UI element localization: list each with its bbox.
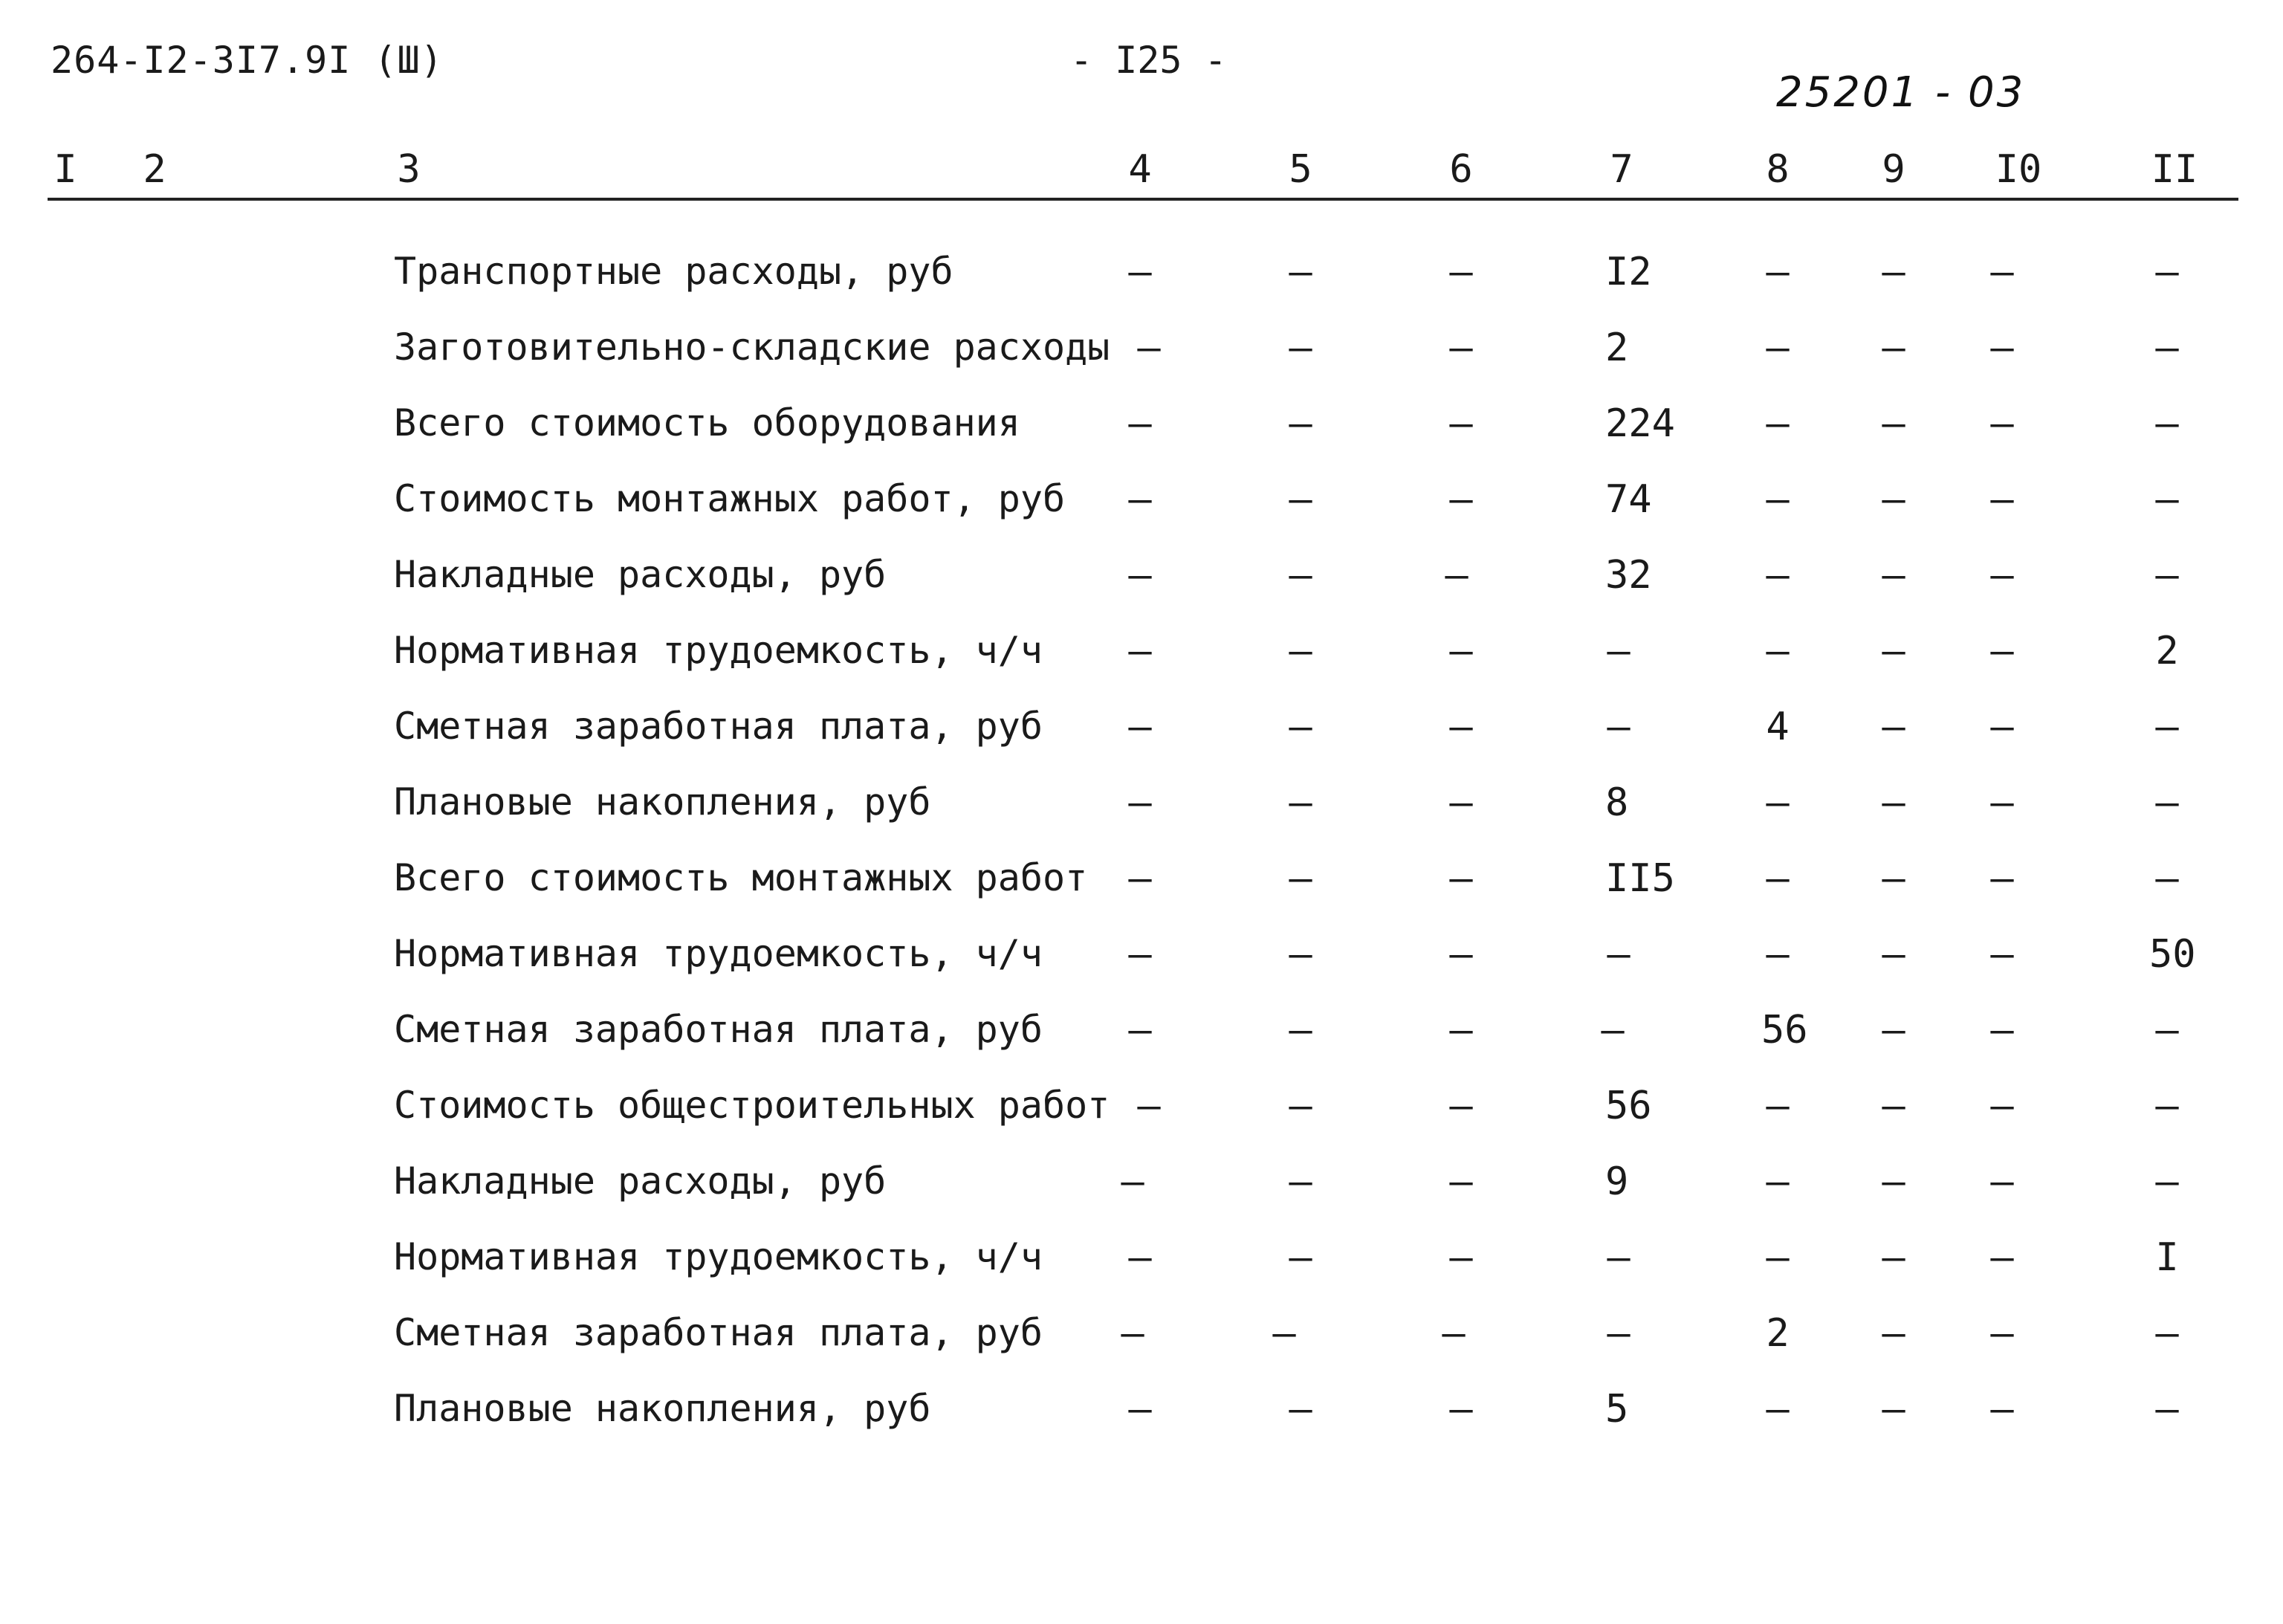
col-header-9: 9 — [1882, 147, 1905, 192]
table-row — [0, 553, 2283, 612]
header-divider — [48, 198, 2238, 201]
table-row — [0, 401, 2283, 461]
cell-col-10: – — [1990, 553, 2014, 598]
cell-col-4: – — [1128, 553, 1152, 598]
cell-col-9: – — [1882, 1084, 1905, 1128]
cell-col-7: 32 — [1605, 553, 1652, 598]
row-label: Заготовительно-складские расходы — [394, 326, 1110, 369]
cell-col-8: – — [1766, 1159, 1790, 1204]
row-label: Нормативная трудоемкость, ч/ч — [394, 1235, 1043, 1278]
cell-col-10: – — [1990, 629, 2014, 673]
cell-col-10: – — [1990, 1387, 2014, 1431]
cell-col-4: – — [1121, 1311, 1144, 1356]
cell-col-6: – — [1449, 1159, 1473, 1204]
row-label: Всего стоимость монтажных работ — [394, 856, 1088, 899]
cell-col-4: – — [1137, 326, 1161, 370]
cell-col-8: 56 — [1761, 1008, 1808, 1052]
cell-col-9: – — [1882, 780, 1905, 825]
table-row — [0, 1235, 2283, 1295]
cell-col-6: – — [1449, 1008, 1473, 1052]
cell-col-4: – — [1128, 705, 1152, 749]
cell-col-5: – — [1289, 250, 1312, 294]
cell-col-8: – — [1766, 1387, 1790, 1431]
col-header-4: 4 — [1128, 147, 1152, 192]
cell-col-9: – — [1882, 1387, 1905, 1431]
cell-col-11: – — [2155, 326, 2179, 370]
cell-col-9: – — [1882, 856, 1905, 901]
cell-col-10: – — [1990, 401, 2014, 446]
cell-col-6: – — [1449, 401, 1473, 446]
cell-col-7: – — [1607, 629, 1631, 673]
row-label: Сметная заработная плата, руб — [394, 1008, 1043, 1051]
cell-col-11: I — [2155, 1235, 2179, 1280]
cell-col-5: – — [1289, 553, 1312, 598]
table-row — [0, 477, 2283, 537]
cell-col-5: – — [1289, 705, 1312, 749]
cell-col-7: – — [1607, 705, 1631, 749]
col-header-3: 3 — [397, 147, 421, 192]
row-label: Плановые накопления, руб — [394, 1387, 931, 1430]
cell-col-8: – — [1766, 932, 1790, 977]
table-row — [0, 932, 2283, 991]
cell-col-5: – — [1289, 1235, 1312, 1280]
cell-col-8: – — [1766, 553, 1790, 598]
cell-col-7: – — [1607, 932, 1631, 977]
cell-col-7: – — [1607, 1311, 1631, 1356]
cell-col-9: – — [1882, 250, 1905, 294]
document-code: 264-I2-3I7.9I (Ш) — [51, 39, 444, 82]
cell-col-5: – — [1289, 856, 1312, 901]
cell-col-7: 56 — [1605, 1084, 1652, 1128]
row-label: Нормативная трудоемкость, ч/ч — [394, 629, 1043, 672]
cell-col-10: – — [1990, 780, 2014, 825]
col-header-6: 6 — [1449, 147, 1473, 192]
cell-col-10: – — [1990, 1159, 2014, 1204]
table-row — [0, 705, 2283, 764]
col-header-8: 8 — [1766, 147, 1790, 192]
cell-col-11: – — [2155, 401, 2179, 446]
cell-col-8: – — [1766, 629, 1790, 673]
cell-col-7: I2 — [1605, 250, 1652, 294]
cell-col-6: – — [1449, 1084, 1473, 1128]
cell-col-10: – — [1990, 856, 2014, 901]
cell-col-4: – — [1128, 1387, 1152, 1431]
cell-col-8: 2 — [1766, 1311, 1790, 1356]
cell-col-11: – — [2155, 1084, 2179, 1128]
col-header-11: II — [2151, 147, 2198, 192]
cell-col-4: – — [1128, 932, 1152, 977]
cell-col-9: – — [1882, 477, 1905, 522]
cell-col-5: – — [1289, 326, 1312, 370]
cell-col-7: 9 — [1605, 1159, 1629, 1204]
cell-col-4: – — [1128, 856, 1152, 901]
cell-col-5: – — [1289, 1008, 1312, 1052]
cell-col-10: – — [1990, 1235, 2014, 1280]
cell-col-5: – — [1289, 932, 1312, 977]
cell-col-9: – — [1882, 326, 1905, 370]
row-label: Сметная заработная плата, руб — [394, 1311, 1043, 1354]
page-number: - I25 - — [1070, 39, 1227, 82]
cell-col-5: – — [1289, 1387, 1312, 1431]
cell-col-6: – — [1449, 705, 1473, 749]
col-header-2: 2 — [143, 147, 166, 192]
cell-col-8: 4 — [1766, 705, 1790, 749]
cell-col-6: – — [1449, 629, 1473, 673]
cell-col-5: – — [1272, 1311, 1296, 1356]
cell-col-9: – — [1882, 1311, 1905, 1356]
cell-col-6: – — [1449, 1387, 1473, 1431]
cell-col-7: 5 — [1605, 1387, 1629, 1431]
table-row — [0, 1387, 2283, 1446]
cell-col-6: – — [1449, 250, 1473, 294]
cell-col-10: – — [1990, 1008, 2014, 1052]
table-row — [0, 250, 2283, 309]
cell-col-5: – — [1289, 629, 1312, 673]
cell-col-10: – — [1990, 1311, 2014, 1356]
table-row — [0, 856, 2283, 916]
cell-col-6: – — [1442, 1311, 1466, 1356]
cell-col-5: – — [1289, 401, 1312, 446]
cell-col-10: – — [1990, 1084, 2014, 1128]
cell-col-5: – — [1289, 477, 1312, 522]
cell-col-7: II5 — [1605, 856, 1675, 901]
cell-col-9: – — [1882, 1159, 1905, 1204]
cell-col-4: – — [1128, 629, 1152, 673]
cell-col-6: – — [1445, 553, 1468, 598]
table-row — [0, 780, 2283, 840]
cell-col-9: – — [1882, 629, 1905, 673]
cell-col-9: – — [1882, 553, 1905, 598]
cell-col-10: – — [1990, 250, 2014, 294]
cell-col-4: – — [1128, 250, 1152, 294]
row-label: Сметная заработная плата, руб — [394, 705, 1043, 748]
cell-col-7: 2 — [1605, 326, 1629, 370]
cell-col-11: – — [2155, 856, 2179, 901]
cell-col-8: – — [1766, 856, 1790, 901]
cell-col-5: – — [1289, 1159, 1312, 1204]
cell-col-9: – — [1882, 1235, 1905, 1280]
cell-col-7: 8 — [1605, 780, 1629, 825]
cell-col-9: – — [1882, 932, 1905, 977]
row-label: Стоимость общестроительных работ — [394, 1084, 1110, 1127]
row-label: Транспортные расходы, руб — [394, 250, 953, 293]
cell-col-4: – — [1128, 1235, 1152, 1280]
cell-col-11: – — [2155, 1311, 2179, 1356]
cell-col-7: – — [1601, 1008, 1625, 1052]
cell-col-11: – — [2155, 780, 2179, 825]
cell-col-10: – — [1990, 932, 2014, 977]
row-label: Стоимость монтажных работ, руб — [394, 477, 1066, 520]
table-row — [0, 1311, 2283, 1371]
cell-col-10: – — [1990, 326, 2014, 370]
cell-col-7: – — [1607, 1235, 1631, 1280]
cell-col-6: – — [1449, 1235, 1473, 1280]
cell-col-11: – — [2155, 250, 2179, 294]
cell-col-11: – — [2155, 477, 2179, 522]
cell-col-11: – — [2155, 1159, 2179, 1204]
cell-col-11: – — [2155, 553, 2179, 598]
cell-col-6: – — [1449, 477, 1473, 522]
table-row — [0, 1159, 2283, 1219]
cell-col-8: – — [1766, 780, 1790, 825]
cell-col-5: – — [1289, 1084, 1312, 1128]
cell-col-8: – — [1766, 1235, 1790, 1280]
col-header-10: I0 — [1995, 147, 2042, 192]
cell-col-4: – — [1121, 1159, 1144, 1204]
cell-col-8: – — [1766, 401, 1790, 446]
cell-col-8: – — [1766, 477, 1790, 522]
row-label: Всего стоимость оборудования — [394, 401, 1020, 444]
cell-col-5: – — [1289, 780, 1312, 825]
cell-col-9: – — [1882, 401, 1905, 446]
cell-col-11: 2 — [2155, 629, 2179, 673]
cell-col-4: – — [1128, 477, 1152, 522]
table-row — [0, 326, 2283, 385]
cell-col-10: – — [1990, 705, 2014, 749]
cell-col-4: – — [1128, 780, 1152, 825]
cell-col-7: 74 — [1605, 477, 1652, 522]
cell-col-10: – — [1990, 477, 2014, 522]
cell-col-4: – — [1137, 1084, 1161, 1128]
cell-col-8: – — [1766, 326, 1790, 370]
cell-col-7: 224 — [1605, 401, 1675, 446]
cell-col-11: – — [2155, 705, 2179, 749]
col-header-1: I — [54, 147, 77, 192]
handwritten-code: 25201 - 03 — [1776, 68, 2026, 117]
cell-col-4: – — [1128, 401, 1152, 446]
col-header-5: 5 — [1289, 147, 1312, 192]
col-header-7: 7 — [1610, 147, 1633, 192]
cell-col-6: – — [1449, 780, 1473, 825]
cell-col-8: – — [1766, 1084, 1790, 1128]
cell-col-9: – — [1882, 1008, 1905, 1052]
cell-col-11: – — [2155, 1387, 2179, 1431]
row-label: Накладные расходы, руб — [394, 1159, 887, 1203]
row-label: Нормативная трудоемкость, ч/ч — [394, 932, 1043, 975]
row-label: Накладные расходы, руб — [394, 553, 887, 596]
cell-col-6: – — [1449, 326, 1473, 370]
table-row — [0, 629, 2283, 688]
cell-col-11: – — [2155, 1008, 2179, 1052]
table-row — [0, 1084, 2283, 1143]
cell-col-6: – — [1449, 932, 1473, 977]
row-label: Плановые накопления, руб — [394, 780, 931, 824]
table-row — [0, 1008, 2283, 1067]
cell-col-8: – — [1766, 250, 1790, 294]
cell-col-6: – — [1449, 856, 1473, 901]
cell-col-4: – — [1128, 1008, 1152, 1052]
cell-col-11: 50 — [2149, 932, 2196, 977]
cell-col-9: – — [1882, 705, 1905, 749]
